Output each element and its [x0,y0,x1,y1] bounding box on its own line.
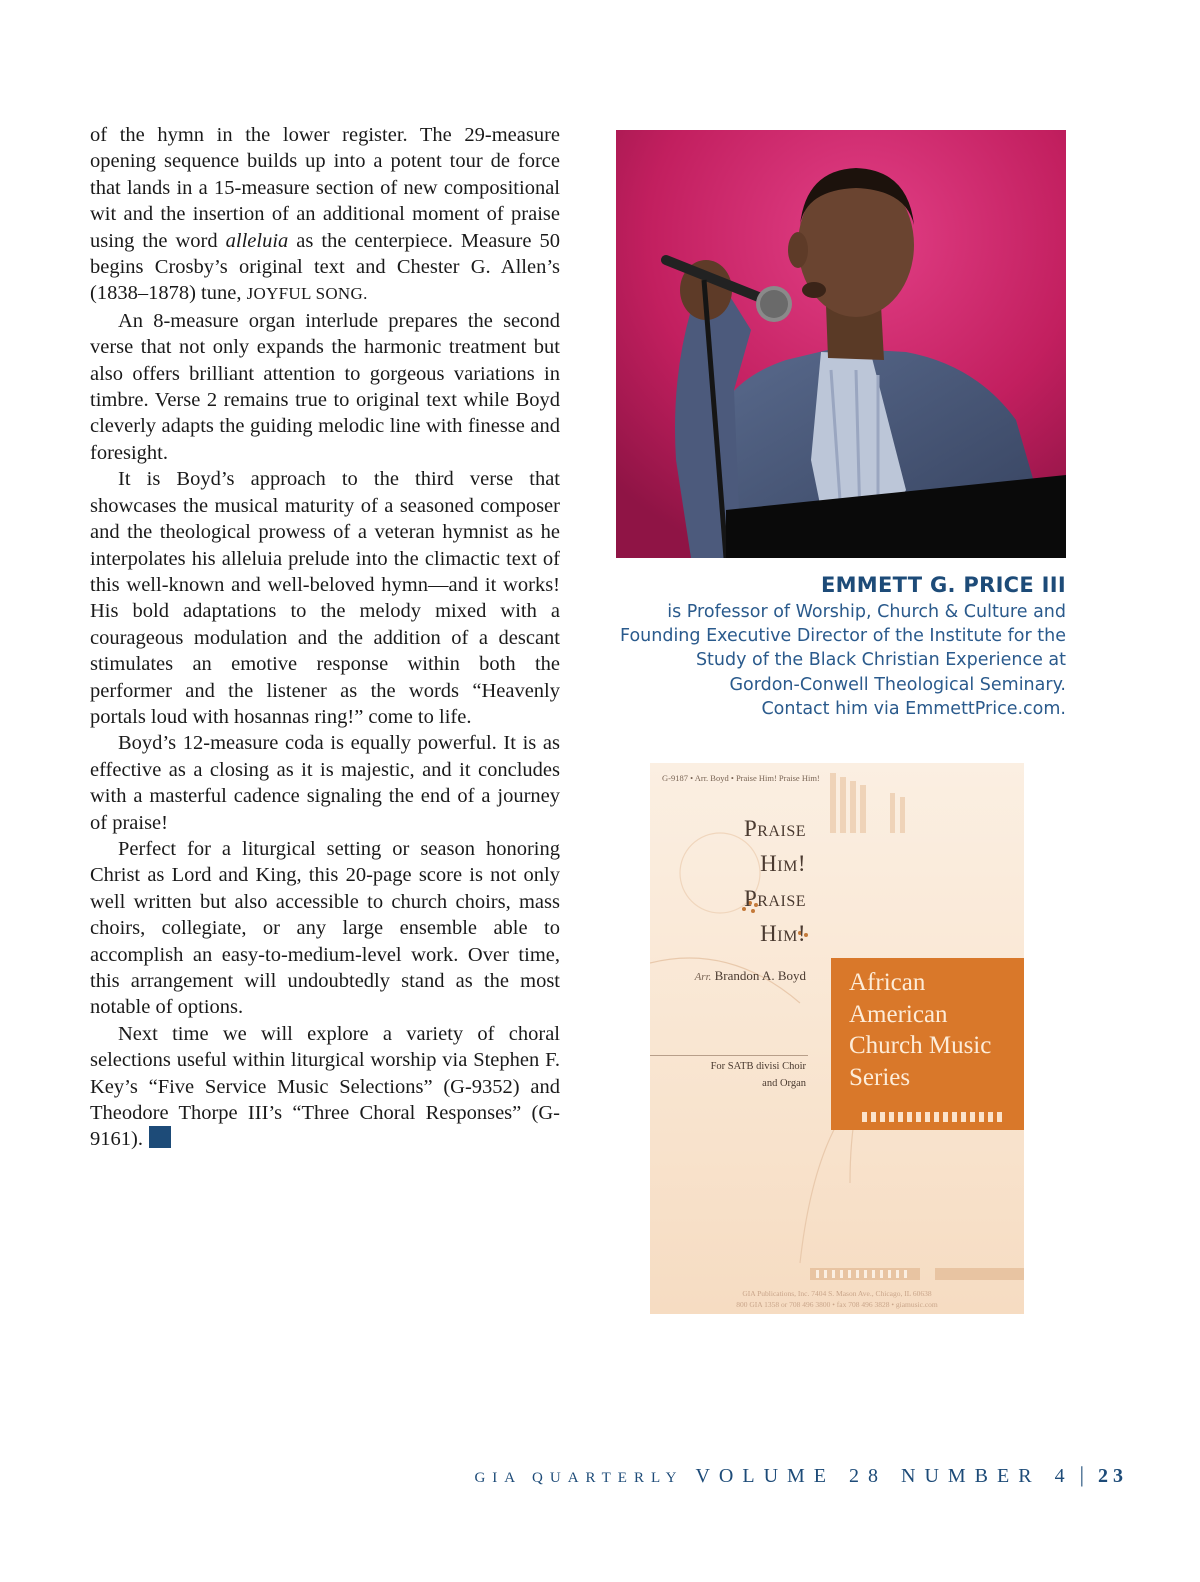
bio-line: is Professor of Worship, Church & Culture and [667,602,1066,622]
score-cover [650,763,1024,1314]
article-body [90,122,560,1153]
page-footer [474,1462,1128,1488]
article-paragraph: An 8-measure organ interlude prepares the second verse that not only expands the harmonic treatment but also offers brilliant attention to gorgeous variations in timbre. Verse 2 remains true to original text while Boyd cleverly adapts the guiding melodic line with finesse and foresight. [90,309,560,464]
bio-line: Study of the Black Christian Experience at [695,650,1066,671]
publisher-info: GIA Publications, Inc. 7404 S. Mason Ave., Chicago, IL 60638 800 GIA 1358 or 708 496 3800 • fax 708 496 3828 • giamusic.com [736,1289,938,1309]
end-mark-icon [149,1126,171,1148]
author-photo [616,130,1066,558]
footer-separator: | [1079,1462,1084,1487]
article-paragraph: of the hymn in the lower register. The 29-measure opening sequence builds up into a potent tour de force that lands in a 15-measure section of new compositional wit and the insertion of an additional moment of praise using the word alleluia as the centerpiece. Measure 50 begins Crosby’s original text and Chester G. Allen’s (1838–1878) tune, JOYFUL SONG. [90,124,560,305]
singer-illustration [616,130,1066,558]
magazine-name: GIA QUARTERLY [474,1470,684,1486]
article-paragraph: Boyd’s 12-measure coda is equally powerful. It is as effective as a closing as it is majestic, and it concludes with a masterful cadence signaling the end of a journey of praise! [90,732,560,834]
bio-line: Founding Executive Director of the Institute for the [620,626,1066,647]
score-title: Praise Him! Praise Him! [743,816,806,946]
article-paragraph: Perfect for a liturgical setting or season honoring Christ as Lord and King, this 20-page score is not only well written but also accessible to church choirs, mass choirs, collegiate, or any large ensemble able to accomplish an easy-to-medium-level work. Over time, this arrangement will undoubtedly stand as the most notable of options. [90,837,560,1019]
article-paragraph: It is Boyd’s approach to the third verse that showcases the musical maturity of a seasoned composer and the theological prowess of a veteran hymnist as he interpolates his alleluia prelude into the climactic text of this well-known and well-beloved hymn—and it works! His bold adaptations to the melody mixed with a courageous modulation and the addition of a descant stimulates an emotive response within both the performer and the listener as the words “Heavenly portals loud with hosannas ring!” come to life. [90,468,560,728]
page-number: 23 [1098,1465,1128,1487]
italic-word: alleluia [225,229,289,252]
author-name: EMMETT G. PRICE III [820,573,1066,597]
bio-line: Gordon-Conwell Theological Seminary. [729,674,1066,695]
article-paragraph: Next time we will explore a variety of choral selections useful within liturgical worship via Stephen F. Key’s “Five Service Music Selections” (G-9352) and Theodore Thorpe III’s “Three Choral Responses” (G-9161). [90,1022,560,1151]
voicing: For SATB divisi Choir and Organ [710,1061,806,1089]
tune-name: JOYFUL SONG. [246,284,368,304]
issue-volume: VOLUME 28 NUMBER 4 [695,1465,1074,1487]
bio-contact: Contact him via EmmettPrice.com. [761,698,1066,719]
catalog-number: G-9187 • Arr. Boyd • Praise Him! Praise Him! [662,773,820,783]
arranger: Arr. Brandon A. Boyd [694,968,806,983]
keyboard-bars-icon [862,1110,1012,1124]
series-title: African American Church Music Series [849,969,992,1091]
divider [650,1055,808,1056]
author-bio [600,570,1066,721]
